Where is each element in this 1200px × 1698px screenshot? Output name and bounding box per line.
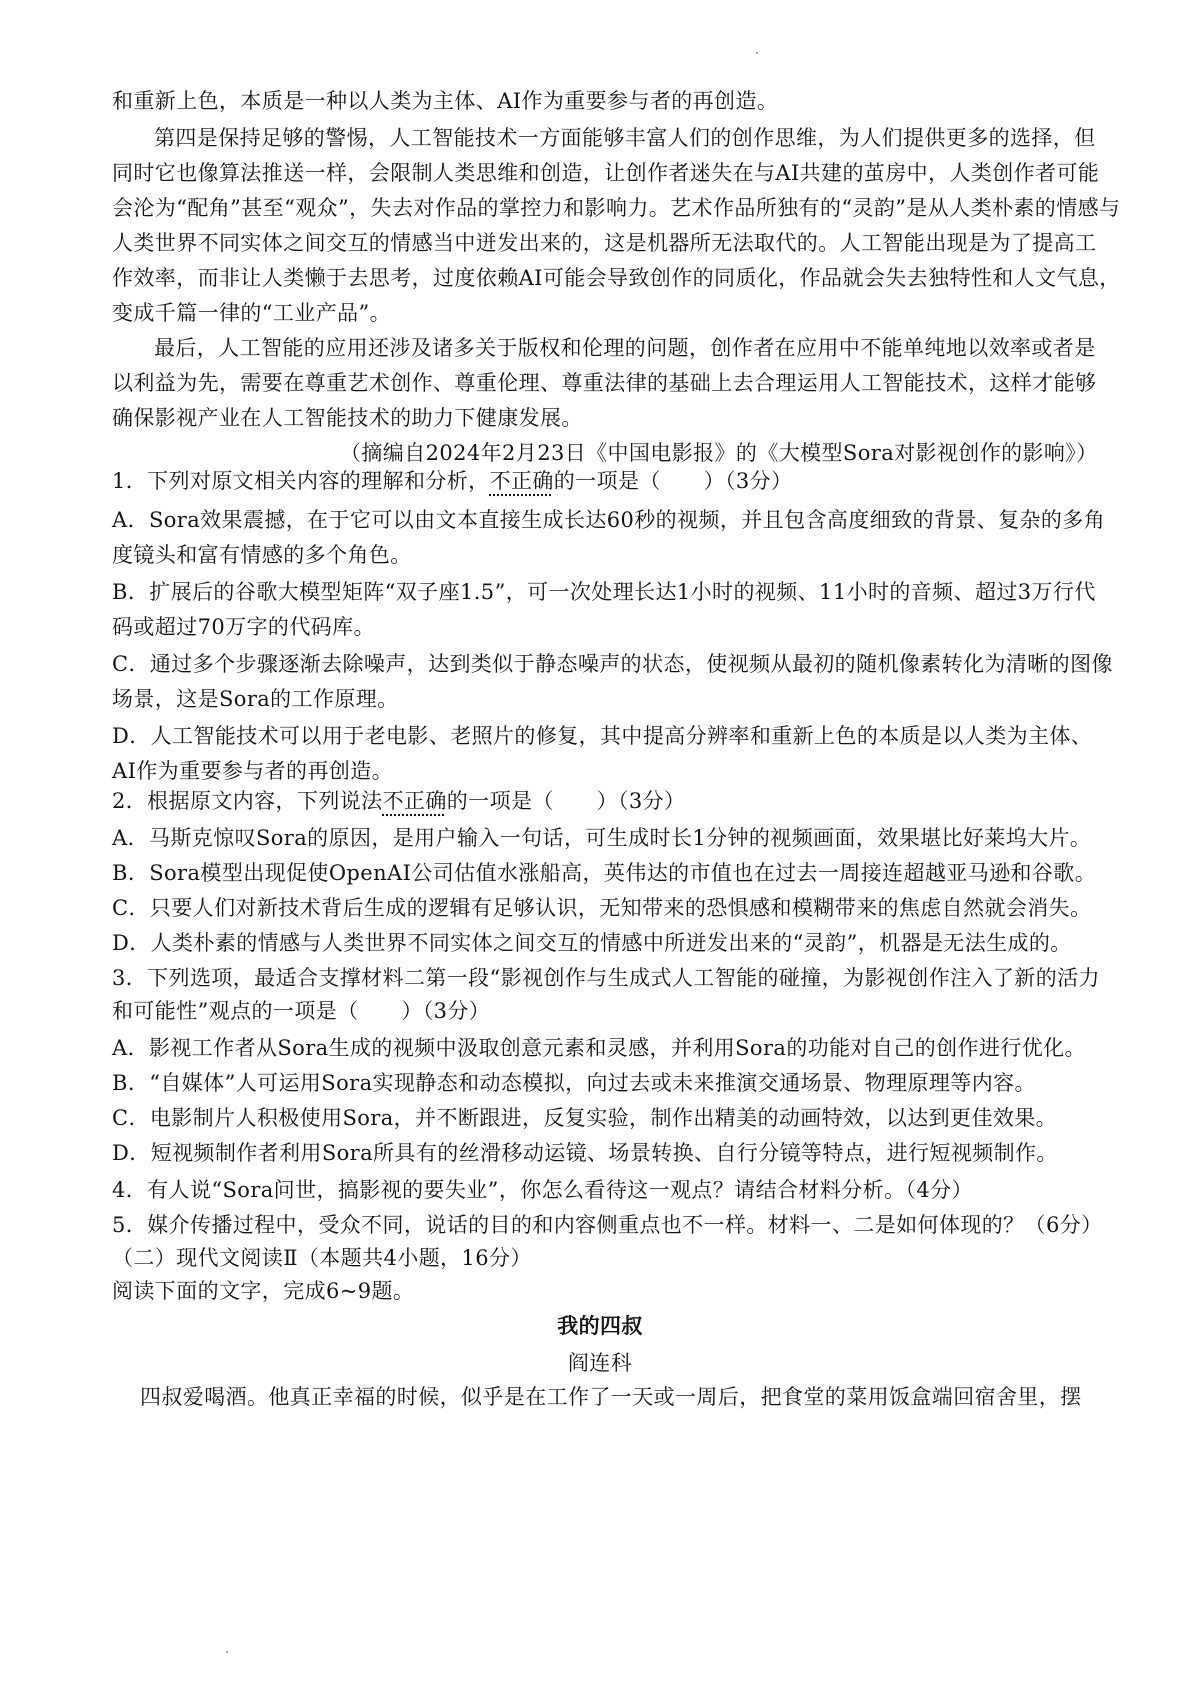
question-2-option: B．Sora模型出现促使OpenAI公司估值水涨船高，英伟达的市值也在过去一周接连超越亚马逊和谷歌。 — [112, 861, 1097, 885]
question-4: 4．有人说“Sora问世，搞影视的要失业”，你怎么看待这一观点？请结合材料分析。（4分） — [112, 1178, 973, 1202]
paragraph-5-line: 以利益为先，需要在尊重艺术创作、尊重伦理、尊重法律的基础上去合理运用人工智能技术，这样才能够 — [112, 371, 1097, 395]
question-3-option: C．电影制片人积极使用Sora，并不断跟进，反复实验，制作出精美的动画特效，以达到更佳效果。 — [112, 1106, 1058, 1130]
question-3-option: A．影视工作者从Sora生成的视频中汲取创意元素和灵感，并利用Sora的功能对自己的创作进行优化。 — [112, 1036, 1086, 1060]
question-2-option: C．只要人们对新技术背后生成的逻辑有足够认识，无知带来的恐惧感和模糊带来的焦虑自然就会消失。 — [112, 896, 1092, 920]
paragraph-5-line: 最后，人工智能的应用还涉及诸多关于版权和伦理的问题，创作者在应用中不能单纯地以效率或者是 — [154, 336, 1096, 360]
paragraph-continuation: 和重新上色，本质是一种以人类为主体、AI作为重要参与者的再创造。 — [112, 89, 779, 113]
paragraph-4-line: 变成千篇一律的“工业产品”。 — [112, 301, 392, 325]
question-2-prefix: 2．根据原文内容，下列说法 — [112, 789, 383, 813]
story-title: 我的四叔 — [557, 1313, 643, 1338]
question-1-stem — [112, 466, 792, 496]
paragraph-4-line: 作效率，而非让人类懒于去思考，过度依赖AI可能会导致创作的同质化，作品就会失去独特性和人文气息， — [112, 266, 1121, 290]
paragraph-5-line: 确保影视产业在人工智能技术的助力下健康发展。 — [112, 406, 583, 430]
source-citation: （摘编自2024年2月23日《中国电影报》的《大模型Sora对影视创作的影响》） — [340, 441, 1098, 465]
story-author: 阎连科 — [567, 1351, 633, 1375]
question-2-emphasis: 不正确 — [382, 789, 447, 813]
question-1-emphasis: 不正确 — [489, 469, 554, 493]
reading-instruction: 阅读下面的文字，完成6~9题。 — [112, 1279, 415, 1303]
question-2-stem — [112, 786, 685, 816]
question-1-suffix: 的一项是（ ）（3分） — [553, 469, 793, 493]
question-1-prefix: 1．下列对原文相关内容的理解和分析， — [112, 469, 490, 493]
question-1-option: B．扩展后的谷歌大模型矩阵“双子座1.5”，可一次处理长达1小时的视频、11小时的音频、超过3万行代 — [112, 580, 1096, 604]
question-1-option: 码或超过70万字的代码库。 — [112, 615, 375, 639]
question-5: 5．媒介传播过程中，受众不同，说话的目的和内容侧重点也不一样。材料一、二是如何体现的？（6分） — [112, 1213, 1103, 1237]
question-2-option: A．马斯克惊叹Sora的原因，是用户输入一句话，可生成时长1分钟的视频画面，效果堪比好莱坞大片。 — [112, 826, 1092, 850]
question-2-suffix: 的一项是（ ）（3分） — [446, 789, 686, 813]
question-1-option: 度镜头和富有情感的多个角色。 — [112, 543, 412, 567]
story-first-line: 四叔爱喝酒。他真正幸福的时候，似乎是在工作了一天或一周后，把食堂的菜用饭盒端回宿舍里，摆 — [140, 1385, 1082, 1409]
scan-speck — [756, 52, 758, 54]
question-3-option: D．短视频制作者利用Sora所具有的丝滑移动运镜、场景转换、自行分镜等特点，进行短视频制作。 — [112, 1141, 1058, 1165]
question-1-option: AI作为重要参与者的再创造。 — [112, 759, 394, 783]
question-2-option: D．人类朴素的情感与人类世界不同实体之间交互的情感中所迸发出来的“灵韵”，机器是无法生成的。 — [112, 931, 1072, 955]
question-1-option: D．人工智能技术可以用于老电影、老照片的修复，其中提高分辨率和重新上色的本质是以人类为主体、 — [112, 724, 1093, 748]
paragraph-4-line: 会沦为“配角”甚至“观众”，失去对作品的掌控力和影响力。艺术作品所独有的“灵韵”是从人类朴素的情感与 — [112, 196, 1121, 220]
section-heading: （二）现代文阅读Ⅱ（本题共4小题，16分） — [112, 1246, 532, 1270]
question-1-option: C．通过多个步骤逐渐去除噪声，达到类似于静态噪声的状态，使视频从最初的随机像素转化为清晰的图像 — [112, 652, 1113, 676]
paragraph-4-line: 第四是保持足够的警惕，人工智能技术一方面能够丰富人们的创作思维，为人们提供更多的选择，但 — [154, 126, 1096, 150]
question-3-stem: 3．下列选项，最适合支撑材料二第一段“影视创作与生成式人工智能的碰撞，为影视创作注入了新的活力 — [112, 966, 1100, 990]
question-1-option: 场景，这是Sora的工作原理。 — [112, 687, 399, 711]
question-1-option: A．Sora效果震撼，在于它可以由文本直接生成长达60秒的视频，并且包含高度细致的背景、复杂的多角 — [112, 508, 1106, 532]
question-3-option: B．“自媒体”人可运用Sora实现静态和动态模拟，向过去或未来推演交通场景、物理原理等内容。 — [112, 1071, 1036, 1095]
question-3-stem: 和可能性”观点的一项是（ ）（3分） — [112, 999, 491, 1023]
scan-speck — [226, 1651, 228, 1653]
paragraph-4-line: 人类世界不同实体之间交互的情感当中迸发出来的，这是机器所无法取代的。人工智能出现是为了提高工 — [112, 231, 1097, 255]
paragraph-4-line: 同时它也像算法推送一样，会限制人类思维和创造，让创作者迷失在与AI共建的茧房中，人类创作者可能 — [112, 161, 1100, 185]
